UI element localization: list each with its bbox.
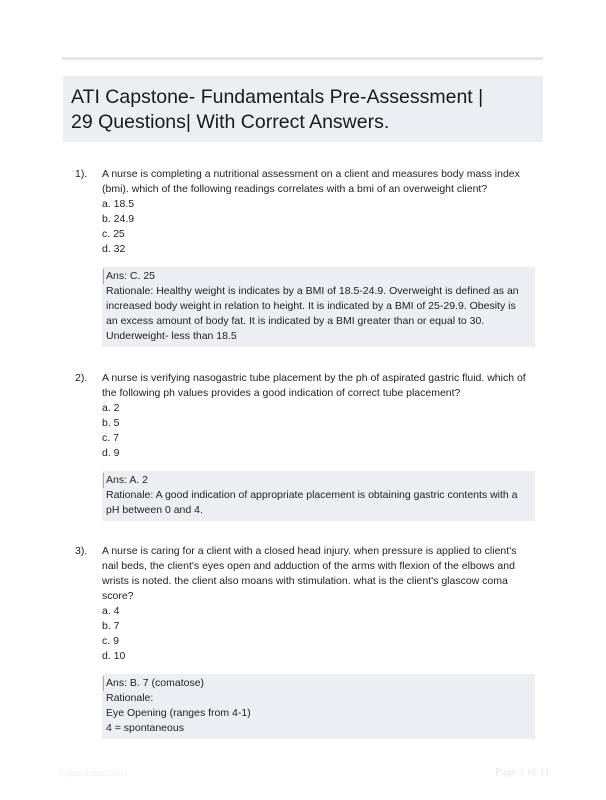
answer-options	[102, 197, 543, 257]
option-b: b. 5	[102, 417, 120, 429]
question-text-line: A nurse is completing a nutritional assessment on a client and measures body mass index	[102, 168, 520, 180]
answer-box	[102, 674, 535, 739]
option-a: a. 2	[102, 402, 120, 414]
option-c: c. 7	[102, 432, 119, 444]
question-text	[102, 371, 538, 401]
question-number: 3).	[75, 545, 88, 557]
answer-options	[102, 604, 543, 664]
option-a: a. 4	[102, 605, 120, 617]
option-b: b. 7	[102, 620, 120, 632]
rationale-line: Rationale:	[106, 692, 154, 704]
option-d: d. 32	[102, 243, 126, 255]
answer-options	[102, 401, 543, 461]
answer-box	[102, 471, 535, 521]
question-text-line: the following ph values provides a good indication of correct tube placement?	[102, 387, 461, 399]
question-number: 2).	[75, 372, 88, 384]
option-d: d. 9	[102, 447, 120, 459]
document-title	[63, 76, 543, 142]
title-line-2: 29 Questions| With Correct Answers.	[71, 111, 390, 133]
question-1	[63, 167, 543, 347]
answer-line: Ans: C. 25	[103, 269, 531, 284]
question-text-line: wrists is noted. the client also moans with stimulation. what is the client's glascow coma	[102, 575, 508, 587]
question-text-line: score?	[102, 590, 134, 602]
option-a: a. 18.5	[102, 198, 135, 210]
option-c: c. 9	[102, 635, 119, 647]
question-text	[102, 544, 538, 604]
title-line-1: ATI Capstone- Fundamentals Pre-Assessment |	[71, 86, 484, 108]
option-d: d. 10	[102, 650, 126, 662]
rationale-line: Rationale: Healthy weight is indicates by a BMI of 18.5-24.9. Overweight is defined as an	[106, 285, 519, 297]
answer-box	[102, 267, 535, 347]
question-text-line: A nurse is verifying nasogastric tube placement by the ph of aspirated gastric fluid. which of	[102, 372, 526, 384]
question-text-line: (bmi). which of the following readings correlates with a bmi of an overweight client?	[102, 183, 488, 195]
answer-line: Ans: A. 2	[103, 473, 531, 488]
page-number: Page 1 of 11	[495, 766, 550, 778]
footer-watermark: Paperlibbic.com	[59, 768, 127, 779]
question-text-line: A nurse is caring for a client with a closed head injury. when pressure is applied to client's	[102, 545, 517, 557]
question-number: 1).	[75, 168, 88, 180]
answer-line: Ans: B. 7 (comatose)	[103, 676, 531, 691]
rationale-line: 4 = spontaneous	[106, 722, 184, 734]
rationale-line: Underweight- less than 18.5	[106, 330, 237, 342]
rationale-line: Eye Opening (ranges from 4-1)	[106, 707, 251, 719]
rationale-line: pH between 0 and 4.	[106, 504, 203, 516]
rationale-line: Rationale: A good indication of appropriate placement is obtaining gastric contents with a	[106, 489, 518, 501]
question-text	[102, 167, 538, 197]
question-3	[63, 544, 543, 739]
top-rule	[62, 57, 543, 60]
option-b: b. 24.9	[102, 213, 135, 225]
rationale-line: an excess amount of body fat. It is indicated by a BMI greater than or equal to 30.	[106, 315, 485, 327]
question-text-line: nail beds, the client's eyes open and adduction of the arms with flexion of the elbows and	[102, 560, 515, 572]
option-c: c. 25	[102, 228, 125, 240]
rationale-line: increased body weight in relation to height. It is indicated by a BMI of 25-29.9. Obesity is	[106, 300, 516, 312]
question-2	[63, 371, 543, 521]
